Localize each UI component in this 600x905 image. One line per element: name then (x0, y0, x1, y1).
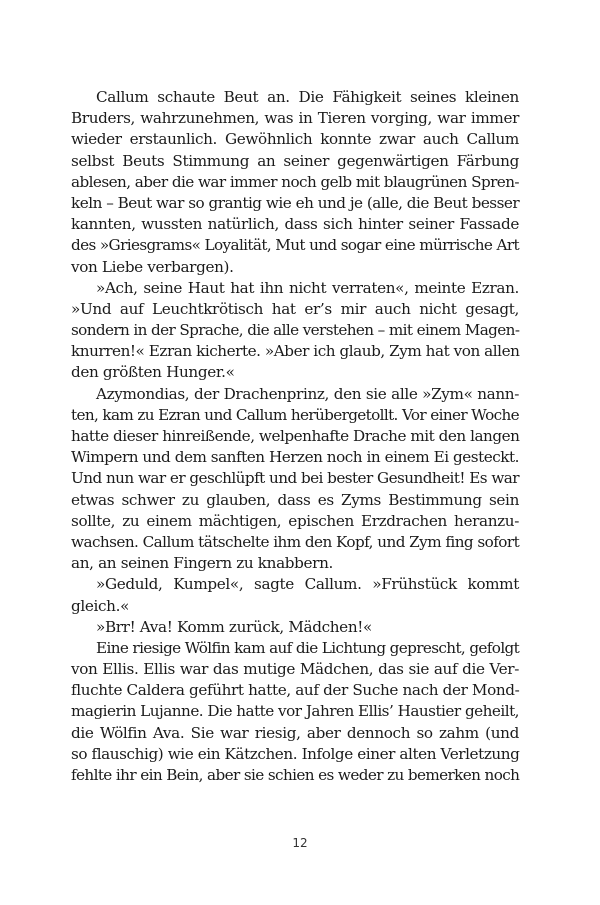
body-text (71, 87, 519, 786)
text-line: magierin Lujanne. Die hatte vor Jahren Ellis’ Haustier geheilt, (71, 702, 519, 721)
text-line: keln – Beut war so grantig wie eh und je (alle, die Beut besser (71, 193, 520, 212)
page-number: 12 (292, 836, 308, 850)
text-line: des »Griesgrams« Loyalität, Mut und sogar eine mürrische Art (71, 236, 519, 255)
text-line: etwas schwer zu glauben, dass es Zyms Bestimmung sein (71, 490, 519, 509)
text-line: sollte, zu einem mächtigen, epischen Erzdrachen heranzu- (71, 511, 519, 530)
text-line: knurren!« Ezran kicherte. »Aber ich glaub, Zym hat von allen (71, 342, 520, 361)
text-line: den größten Hunger.« (71, 363, 235, 382)
text-line: Eine riesige Wölfin kam auf die Lichtung geprescht, gefolgt (96, 638, 520, 657)
text-line: sondern in der Sprache, die alle verstehen – mit einem Magen- (71, 321, 520, 340)
text-line: Callum schaute Beut an. Die Fähigkeit seines kleinen (96, 88, 519, 106)
text-line: so flauschig) wie ein Kätzchen. Infolge einer alten Verletzung (71, 744, 520, 763)
text-line: Und nun war er geschlüpft und bei bester Gesundheit! Es war (71, 469, 519, 488)
text-line: fehlte ihr ein Bein, aber sie schien es weder zu bemerken noch (71, 766, 520, 784)
text-line: »Und auf Leuchtkrötisch hat er’s mir auch nicht gesagt, (71, 299, 519, 318)
text-line: »Brr! Ava! Komm zurück, Mädchen!« (96, 617, 372, 636)
text-line: die Wölfin Ava. Sie war riesig, aber dennoch so zahm (und (71, 723, 519, 742)
text-line: gleich.« (71, 596, 130, 615)
text-line: »Ach, seine Haut hat ihn nicht verraten«, meinte Ezran. (96, 278, 519, 297)
text-line: hatte dieser hinreißende, welpenhafte Drache mit den langen (71, 427, 520, 445)
text-line: von Liebe verbargen). (71, 257, 234, 276)
text-line: kannten, wussten natürlich, dass sich hinter seiner Fassade (71, 215, 519, 234)
text-line: von Ellis. Ellis war das mutige Mädchen, das sie auf die Ver- (71, 660, 519, 679)
text-line: ablesen, aber die war immer noch gelb mit blaugrünen Spren- (71, 172, 519, 191)
text-line: wieder erstaunlich. Gewöhnlich konnte zwar auch Callum (71, 130, 519, 149)
text-line: Azymondias, der Drachenprinz, den sie alle »Zym« nann- (96, 384, 519, 403)
text-line: ten, kam zu Ezran und Callum herübergetollt. Vor einer Woche (71, 405, 519, 424)
text-line: selbst Beuts Stimmung an seiner gegenwärtigen Färbung (71, 151, 519, 170)
text-line: »Geduld, Kumpel«, sagte Callum. »Frühstück kommt (96, 575, 519, 594)
text-line: fluchte Caldera geführt hatte, auf der Suche nach der Mond- (71, 681, 520, 700)
text-line: wachsen. Callum tätschelte ihm den Kopf, und Zym fing sofort (71, 532, 520, 551)
text-line: Bruders, wahrzunehmen, was in Tieren vorging, war immer (71, 109, 519, 128)
text-line: Wimpern und dem sanften Herzen noch in einem Ei gesteckt. (71, 448, 519, 467)
text-line: an, an seinen Fingern zu knabbern. (71, 554, 333, 573)
